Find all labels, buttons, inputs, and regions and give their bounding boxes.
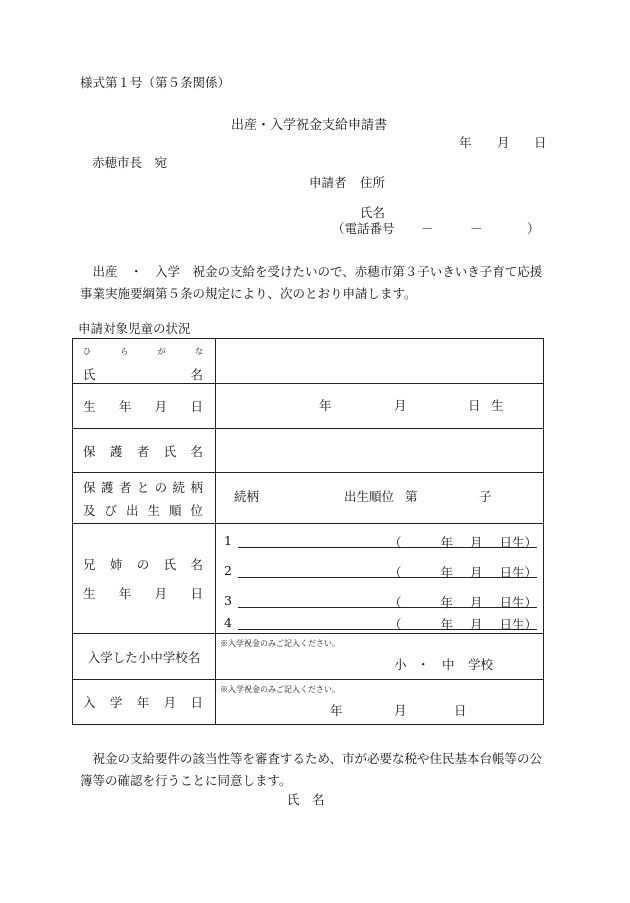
sibling-birthdate[interactable]	[389, 593, 537, 608]
birth-suffix: 生	[491, 398, 504, 413]
sibling-birthdate[interactable]	[389, 615, 537, 630]
school-elementary: 小	[394, 657, 407, 672]
sibling-name-line[interactable]	[238, 615, 389, 630]
siblings-char: の	[136, 557, 150, 572]
relation-text: 続柄	[234, 489, 260, 504]
school-label: 入学した小中学校名	[87, 649, 201, 665]
guardian-char: 護	[109, 443, 123, 459]
enroll-date-field[interactable]	[216, 680, 544, 725]
birthdate-label-cell	[73, 384, 216, 429]
relation-field[interactable]	[216, 473, 544, 524]
relation-char: 続	[172, 479, 186, 495]
siblings-char: 姉	[109, 557, 123, 572]
sibling-birthdate[interactable]	[389, 533, 537, 548]
furigana-char: が	[157, 347, 166, 356]
siblings-char: 兄	[83, 557, 96, 572]
sibling-number: 2	[224, 563, 232, 578]
guardian-char: 名	[190, 443, 203, 459]
birthdate-char: 生	[83, 399, 96, 414]
paren-open: （	[389, 565, 402, 580]
furigana-char: ら	[120, 347, 129, 356]
paren-open: （	[389, 617, 402, 632]
sibling-year: 年	[440, 535, 453, 550]
consent-statement: 祝金の支給要件の該当性等を審査するため、市が必要な税や住民基本台帳等の公簿等の確認を行うことに同意します。	[80, 751, 543, 788]
siblings-char: 月	[154, 586, 168, 601]
sibling-year: 年	[440, 565, 453, 580]
enroll-year: 年	[330, 703, 343, 718]
sibling-row[interactable]	[224, 562, 537, 578]
birth-day: 日	[468, 398, 481, 413]
sibling-month: 月	[469, 617, 483, 632]
sibling-birth: 日生）	[499, 535, 537, 550]
phone-close: ）	[527, 221, 540, 236]
enroll-char: 年	[136, 695, 150, 710]
name-label-cell	[73, 339, 216, 384]
sibling-year: 年	[440, 617, 453, 632]
school-suffix: 学校	[468, 657, 494, 672]
school-dot: ・	[417, 657, 430, 672]
birthdate-char: 日	[190, 399, 203, 414]
birth-order-label: 出生順位	[344, 489, 395, 504]
enroll-label-cell	[73, 680, 216, 725]
birthdate-char: 月	[154, 399, 168, 414]
sibling-row[interactable]	[224, 592, 537, 608]
name-char: 名	[190, 367, 203, 382]
relation-char: 位	[190, 502, 203, 518]
enroll-char: 日	[190, 695, 203, 710]
guardian-char: 保	[83, 443, 96, 459]
application-statement: 出産 ・ 入学 祝金の支給を受けたいので、赤穂市第３子いきいき子育て応援事業実施要綱第５条の規定により、次のとおり申請します。	[80, 264, 543, 301]
consent-name-char: 氏	[287, 792, 300, 807]
addressee: 赤穂市長 宛	[92, 155, 168, 170]
birthdate-char: 年	[118, 399, 132, 414]
sibling-birth: 日生）	[499, 565, 537, 580]
applicant-address-label: 住所	[360, 175, 386, 190]
date-day: 日	[534, 135, 547, 150]
sibling-name-line[interactable]	[238, 533, 389, 548]
siblings-char: 名	[190, 557, 203, 572]
school-label-cell	[73, 634, 216, 680]
school-field[interactable]	[216, 634, 544, 680]
sibling-number: 1	[224, 533, 232, 548]
siblings-char: 氏	[163, 557, 177, 572]
enroll-month: 月	[394, 703, 407, 718]
relation-char: 者	[118, 479, 132, 495]
child-birthdate-field[interactable]	[216, 384, 544, 429]
phone-dash-2: －	[470, 221, 483, 236]
sibling-month: 月	[469, 595, 483, 610]
enroll-char: 入	[83, 695, 96, 710]
birth-order-suffix: 子	[479, 489, 492, 504]
relation-char: 順	[168, 502, 182, 518]
relation-char: の	[154, 479, 168, 495]
sibling-year: 年	[440, 595, 453, 610]
form-title: 出産・入学祝金支給申請書	[231, 118, 388, 133]
section-heading: 申請対象児童の状況	[78, 321, 191, 336]
sibling-row[interactable]	[224, 614, 537, 630]
applicant-name-label: 氏名	[360, 205, 386, 220]
guardian-char: 者	[136, 443, 150, 459]
enroll-char: 月	[163, 695, 177, 710]
sibling-number: 3	[224, 593, 232, 608]
siblings-char: 年	[118, 586, 132, 601]
enroll-char: 学	[109, 695, 123, 710]
paren-open: （	[389, 595, 402, 610]
paren-open: （	[389, 535, 402, 550]
guardian-name-field[interactable]	[216, 429, 544, 473]
furigana-char: な	[194, 347, 203, 356]
name-char: 氏	[83, 367, 96, 382]
child-name-field[interactable]	[216, 339, 544, 384]
furigana-char: ひ	[83, 347, 91, 356]
relation-char: 及	[83, 502, 96, 518]
date-month: 月	[497, 135, 510, 150]
sibling-month: 月	[469, 535, 483, 550]
applicant-label: 申請者	[309, 175, 347, 190]
relation-char: 生	[147, 502, 160, 518]
sibling-name-line[interactable]	[238, 593, 389, 608]
consent-name-char: 名	[312, 792, 325, 807]
guardian-label-cell	[73, 429, 216, 473]
form-number: 様式第１号（第５条関係）	[80, 75, 231, 90]
relation-char: 保	[83, 479, 96, 495]
relation-char: 柄	[190, 479, 203, 495]
birth-year: 年	[319, 398, 332, 413]
birth-order-prefix: 第	[405, 489, 418, 504]
sibling-name-line[interactable]	[238, 563, 389, 578]
guardian-char: 氏	[163, 443, 177, 459]
relation-char: 出	[125, 502, 139, 518]
siblings-char: 日	[190, 586, 203, 601]
siblings-field	[216, 524, 544, 634]
phone-dash-1: －	[421, 221, 434, 236]
phone-open: （電話番号	[332, 221, 395, 236]
sibling-birth: 日生）	[499, 595, 537, 610]
child-status-table	[72, 338, 544, 725]
siblings-char: 生	[83, 586, 96, 601]
birth-month: 月	[394, 398, 407, 413]
relation-char: 護	[100, 479, 114, 495]
sibling-month: 月	[469, 565, 483, 580]
date-year: 年	[459, 135, 472, 150]
sibling-birth: 日生）	[499, 617, 537, 632]
sibling-number: 4	[224, 615, 232, 630]
sibling-row[interactable]	[224, 532, 537, 548]
siblings-label-cell	[73, 524, 216, 634]
relation-char: び	[104, 502, 117, 518]
school-note: ※入学祝金のみご記入ください。	[220, 639, 340, 648]
enroll-note: ※入学祝金のみご記入ください。	[220, 685, 340, 694]
relation-label-cell	[73, 473, 216, 524]
relation-char: と	[136, 479, 150, 495]
sibling-birthdate[interactable]	[389, 563, 537, 578]
school-junior: 中	[442, 657, 455, 672]
enroll-day: 日	[454, 703, 467, 718]
